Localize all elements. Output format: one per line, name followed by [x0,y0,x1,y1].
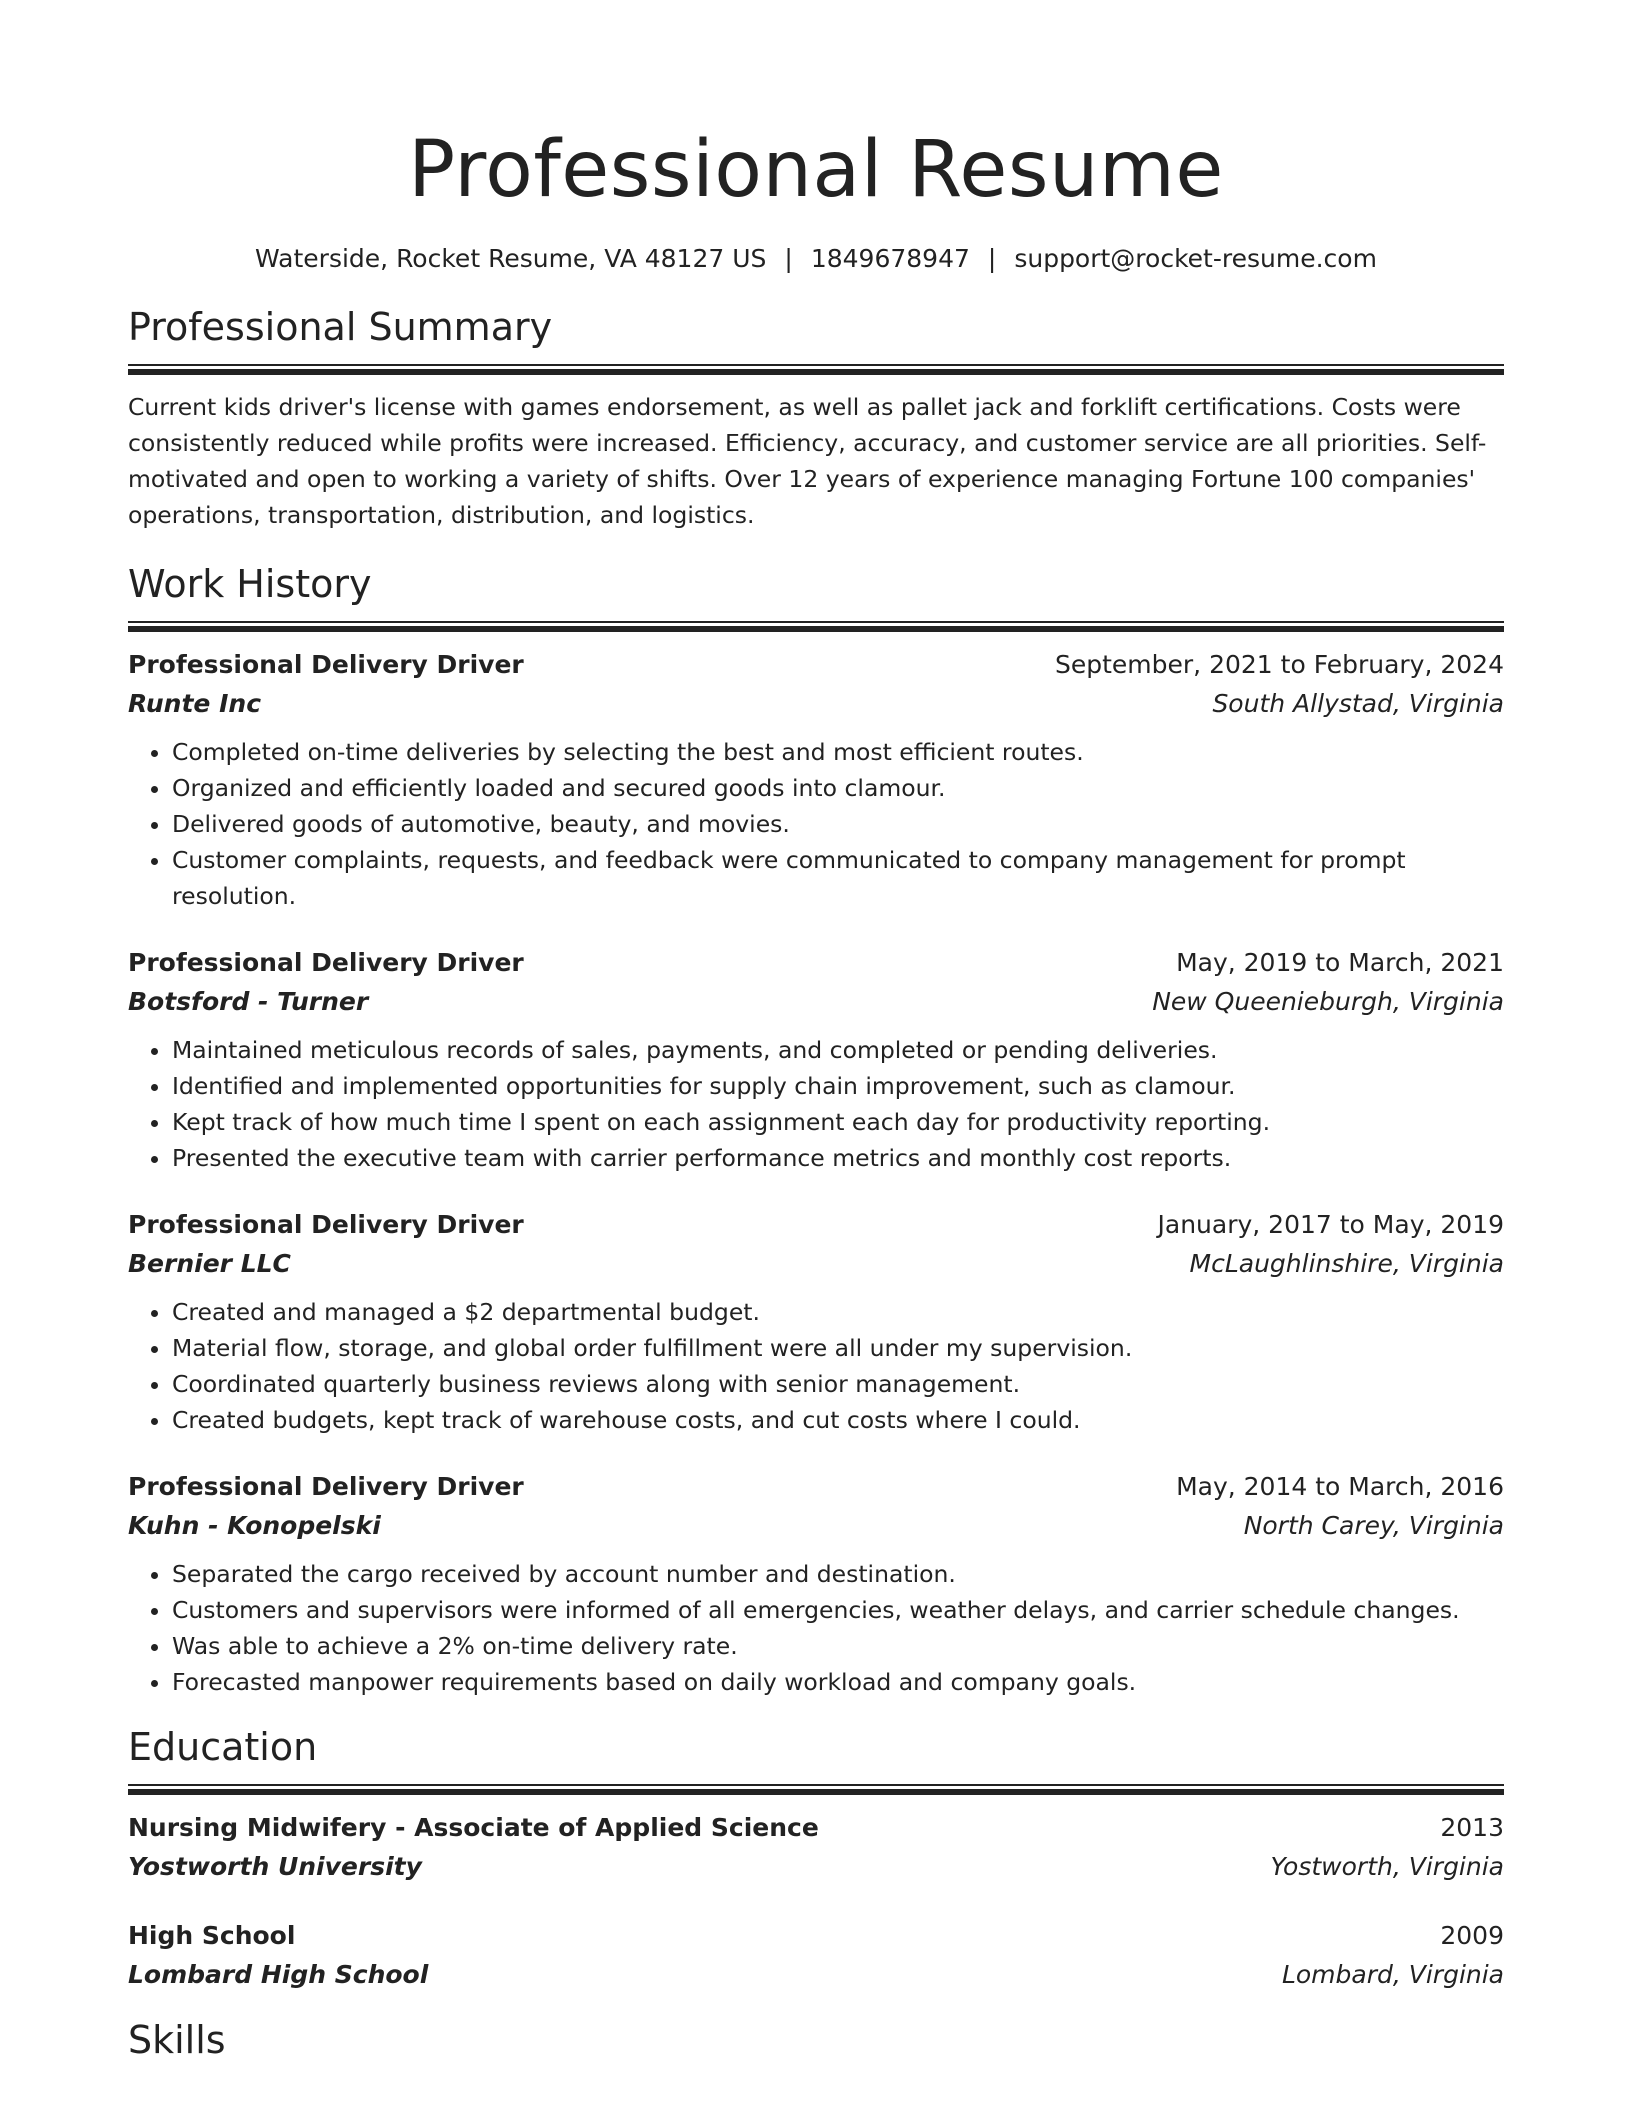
education-degree: High School [128,1921,296,1950]
section-title-education: Education [128,1725,318,1769]
skills-section [128,2015,1504,2065]
list-item: • Organized and efficiently loaded and secured goods into clamour. [172,770,1504,806]
job-title: Professional Delivery Driver [128,650,524,679]
job-company: Bernier LLC [128,1249,291,1278]
list-item: • Identified and implemented opportunities for supply chain improvement, such as clamour. [172,1068,1504,1104]
contact-phone: 1849678947 [810,244,970,273]
job-bullets [128,734,1504,914]
contact-address: Waterside, Rocket Resume, VA 48127 US [255,244,767,273]
education-section [128,1722,1504,1995]
contact-separator: | [784,244,793,273]
job-title: Professional Delivery Driver [128,948,524,977]
job-dates: May, 2019 to March, 2021 [1176,948,1504,977]
job-company: Botsford - Turner [128,987,369,1016]
contact-line [128,242,1504,276]
job-title: Professional Delivery Driver [128,1210,524,1239]
job-company: Runte Inc [128,689,262,718]
education-location: Lombard, Virginia [1281,1960,1504,1989]
education-school: Yostworth University [128,1852,422,1881]
job-company: Kuhn - Konopelski [128,1511,381,1540]
list-item: • Created budgets, kept track of warehouse costs, and cut costs where I could. [172,1402,1504,1438]
job-entry [128,1206,1504,1438]
education-location: Yostworth, Virginia [1270,1852,1504,1881]
job-entry [128,646,1504,914]
job-title: Professional Delivery Driver [128,1472,524,1501]
list-item: • Presented the executive team with carrier performance metrics and monthly cost reports. [172,1140,1504,1176]
education-entry [128,1809,1504,1887]
section-divider [128,1784,1504,1795]
summary-text: Current kids driver's license with games endorsement, as well as pallet jack and forklift certifications. Costs were consistently reduced while profits were increased. Efficiency, accuracy, and customer service are all priorities. Self-motivated and open to working a variety of shifts. Over 12 years of experience managing Fortune 100 companies' operations, transportation, distribution, and logistics. [128,393,1487,529]
job-entry [128,944,1504,1176]
job-dates: January, 2017 to May, 2019 [1157,1210,1504,1239]
list-item: • Material flow, storage, and global order fulfillment were all under my supervision. [172,1330,1504,1366]
education-year: 2013 [1440,1813,1504,1842]
section-title-summary: Professional Summary [128,305,553,349]
job-location: New Queenieburgh, Virginia [1152,987,1504,1016]
list-item: • Kept track of how much time I spent on each assignment each day for productivity reporting. [172,1104,1504,1140]
list-item: • Delivered goods of automotive, beauty, and movies. [172,806,1504,842]
job-location: South Allystad, Virginia [1212,689,1504,718]
education-degree: Nursing Midwifery - Associate of Applied Science [128,1813,819,1842]
education-year: 2009 [1440,1921,1504,1950]
job-bullets [128,1032,1504,1176]
job-bullets [128,1556,1504,1700]
work-section [128,559,1504,1700]
list-item: • Forecasted manpower requirements based on daily workload and company goals. [172,1664,1504,1700]
education-school: Lombard High School [128,1960,429,1989]
list-item: • Customer complaints, requests, and feedback were communicated to company management for prompt resolution. [172,842,1504,914]
job-dates: September, 2021 to February, 2024 [1055,650,1504,679]
list-item: • Customers and supervisors were informed of all emergencies, weather delays, and carrier schedule changes. [172,1592,1504,1628]
section-divider [128,621,1504,632]
job-location: McLaughlinshire, Virginia [1189,1249,1504,1278]
job-bullets [128,1294,1504,1438]
contact-separator: | [987,244,997,273]
summary-section [128,302,1504,533]
job-location: North Carey, Virginia [1243,1511,1504,1540]
job-dates: May, 2014 to March, 2016 [1176,1472,1504,1501]
list-item: • Was able to achieve a 2% on-time delivery rate. [172,1628,1504,1664]
list-item: • Coordinated quarterly business reviews along with senior management. [172,1366,1504,1402]
education-entry [128,1917,1504,1995]
section-title-work: Work History [128,562,372,606]
resume-page [128,0,1504,2065]
list-item: • Created and managed a $2 departmental budget. [172,1294,1504,1330]
job-entry [128,1468,1504,1700]
contact-email: support@rocket-resume.com [1014,244,1377,273]
section-title-skills: Skills [128,2018,226,2062]
list-item: • Completed on-time deliveries by selecting the best and most efficient routes. [172,734,1504,770]
resume-name: Professional Resume [408,125,1224,215]
section-divider [128,364,1504,375]
list-item: • Maintained meticulous records of sales, payments, and completed or pending deliveries. [172,1032,1504,1068]
list-item: • Separated the cargo received by account number and destination. [172,1556,1504,1592]
